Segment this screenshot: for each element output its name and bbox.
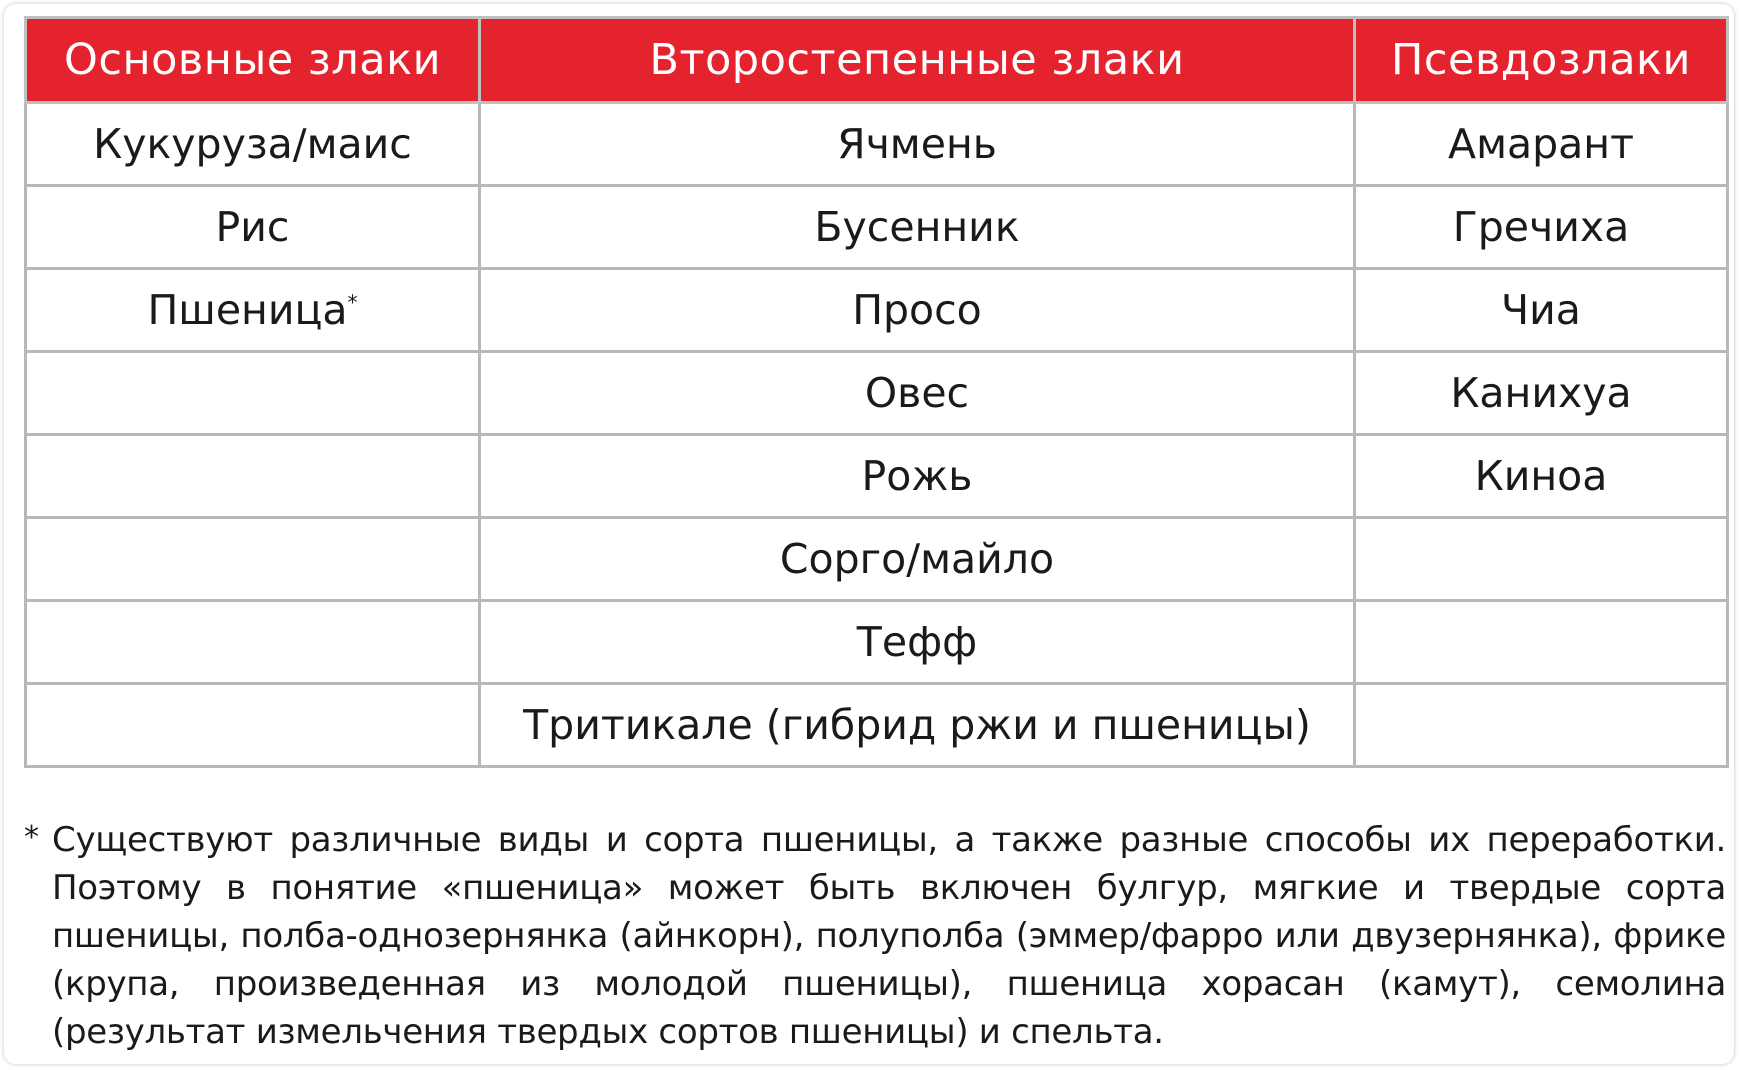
table-row — [26, 269, 1728, 352]
cell-secondary: Рожь — [480, 435, 1355, 518]
grain-table — [24, 16, 1729, 768]
table-row — [26, 352, 1728, 435]
cell-secondary: Сорго/майло — [480, 518, 1355, 601]
table-row — [26, 518, 1728, 601]
footnote — [24, 816, 1726, 1056]
cell-main: Кукуруза/маис — [26, 103, 480, 186]
cell-main — [26, 518, 480, 601]
cell-secondary: Овес — [480, 352, 1355, 435]
footnote-marker: * — [24, 820, 39, 855]
cell-pseudo: Амарант — [1355, 103, 1728, 186]
cell-secondary: Тритикале (гибрид ржи и пшеницы) — [480, 684, 1355, 767]
cell-pseudo — [1355, 518, 1728, 601]
cell-main — [26, 269, 480, 352]
cell-pseudo: Гречиха — [1355, 186, 1728, 269]
table-row — [26, 103, 1728, 186]
cell-main — [26, 352, 480, 435]
grain-classification-card — [4, 4, 1734, 1064]
cell-main — [26, 601, 480, 684]
cell-pseudo: Киноа — [1355, 435, 1728, 518]
table-row — [26, 435, 1728, 518]
cell-main — [26, 435, 480, 518]
cell-main-text: Пшеница — [147, 286, 348, 334]
header-main-cereals: Основные злаки — [26, 18, 480, 103]
footnote-text: Существуют различные виды и сорта пшеницы, а также разные способы их переработки. Поэтому в понятие «пшеница» может быть включен булгур, мягкие и твердые сорта пшеницы, полба-однозернянка (айнкорн), полуполба (эммер/фарро или двузернянка), фрике (крупа, произведенная из молодой пшеницы), пшеница хорасан (камут), семолина (результат измельчения твердых сортов пшеницы) и спельта. — [52, 820, 1726, 1052]
cell-pseudo — [1355, 601, 1728, 684]
cell-secondary: Ячмень — [480, 103, 1355, 186]
table-row — [26, 684, 1728, 767]
cell-pseudo: Чиа — [1355, 269, 1728, 352]
header-pseudocereals: Псевдозлаки — [1355, 18, 1728, 103]
table-header-row — [26, 18, 1728, 103]
cell-pseudo — [1355, 684, 1728, 767]
table-row — [26, 601, 1728, 684]
table-row — [26, 186, 1728, 269]
footnote-marker-superscript: * — [347, 290, 358, 315]
cell-main: Рис — [26, 186, 480, 269]
header-secondary-cereals: Второстепенные злаки — [480, 18, 1355, 103]
cell-main — [26, 684, 480, 767]
cell-secondary: Бусенник — [480, 186, 1355, 269]
cell-secondary: Тефф — [480, 601, 1355, 684]
cell-secondary: Просо — [480, 269, 1355, 352]
cell-pseudo: Канихуа — [1355, 352, 1728, 435]
